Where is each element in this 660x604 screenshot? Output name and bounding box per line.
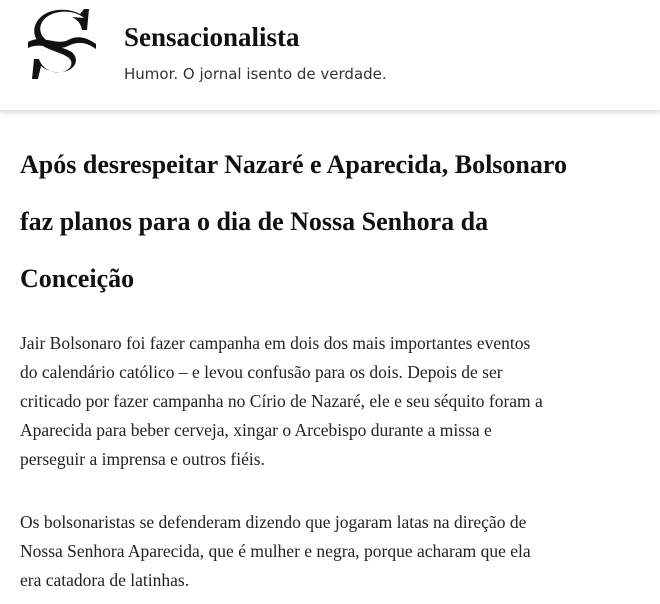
paragraph-line: criticado por fazer campanha no Círio de Nazaré, ele e seu séquito foram a [20, 391, 543, 411]
article [20, 136, 642, 590]
headline-line: faz planos para o dia de Nossa Senhora da [20, 207, 489, 236]
site-tagline: Humor. O jornal isento de verdade. [124, 65, 387, 83]
sensacionalista-s-logo-icon[interactable] [26, 8, 98, 82]
paragraph-line: Nossa Senhora Aparecida, que é mulher e negra, porque acharam que ela [20, 541, 531, 561]
headline-line: Após desrespeitar Nazaré e Aparecida, Bolsonaro [20, 150, 567, 179]
paragraph-line: Aparecida para beber cerveja, xingar o Arcebispo durante a missa e [20, 420, 492, 440]
article-paragraph [20, 508, 531, 595]
paragraph-line: era catadora de latinhas. [20, 570, 190, 590]
site-header [0, 0, 660, 111]
headline-line: Conceição [20, 264, 135, 293]
logo-s-glyph-icon [26, 8, 98, 82]
paragraph-line: do calendário católico – e levou confusão para os dois. Depois de ser [20, 362, 503, 382]
site-title[interactable]: Sensacionalista [124, 22, 300, 52]
article-headline [20, 136, 642, 307]
paragraph-line: Jair Bolsonaro foi fazer campanha em dois dos mais importantes eventos [20, 333, 531, 353]
article-paragraph [20, 329, 543, 474]
paragraph-line: Os bolsonaristas se defenderam dizendo que jogaram latas na direção de [20, 512, 527, 532]
paragraph-line: perseguir a imprensa e outros fiéis. [20, 449, 265, 469]
